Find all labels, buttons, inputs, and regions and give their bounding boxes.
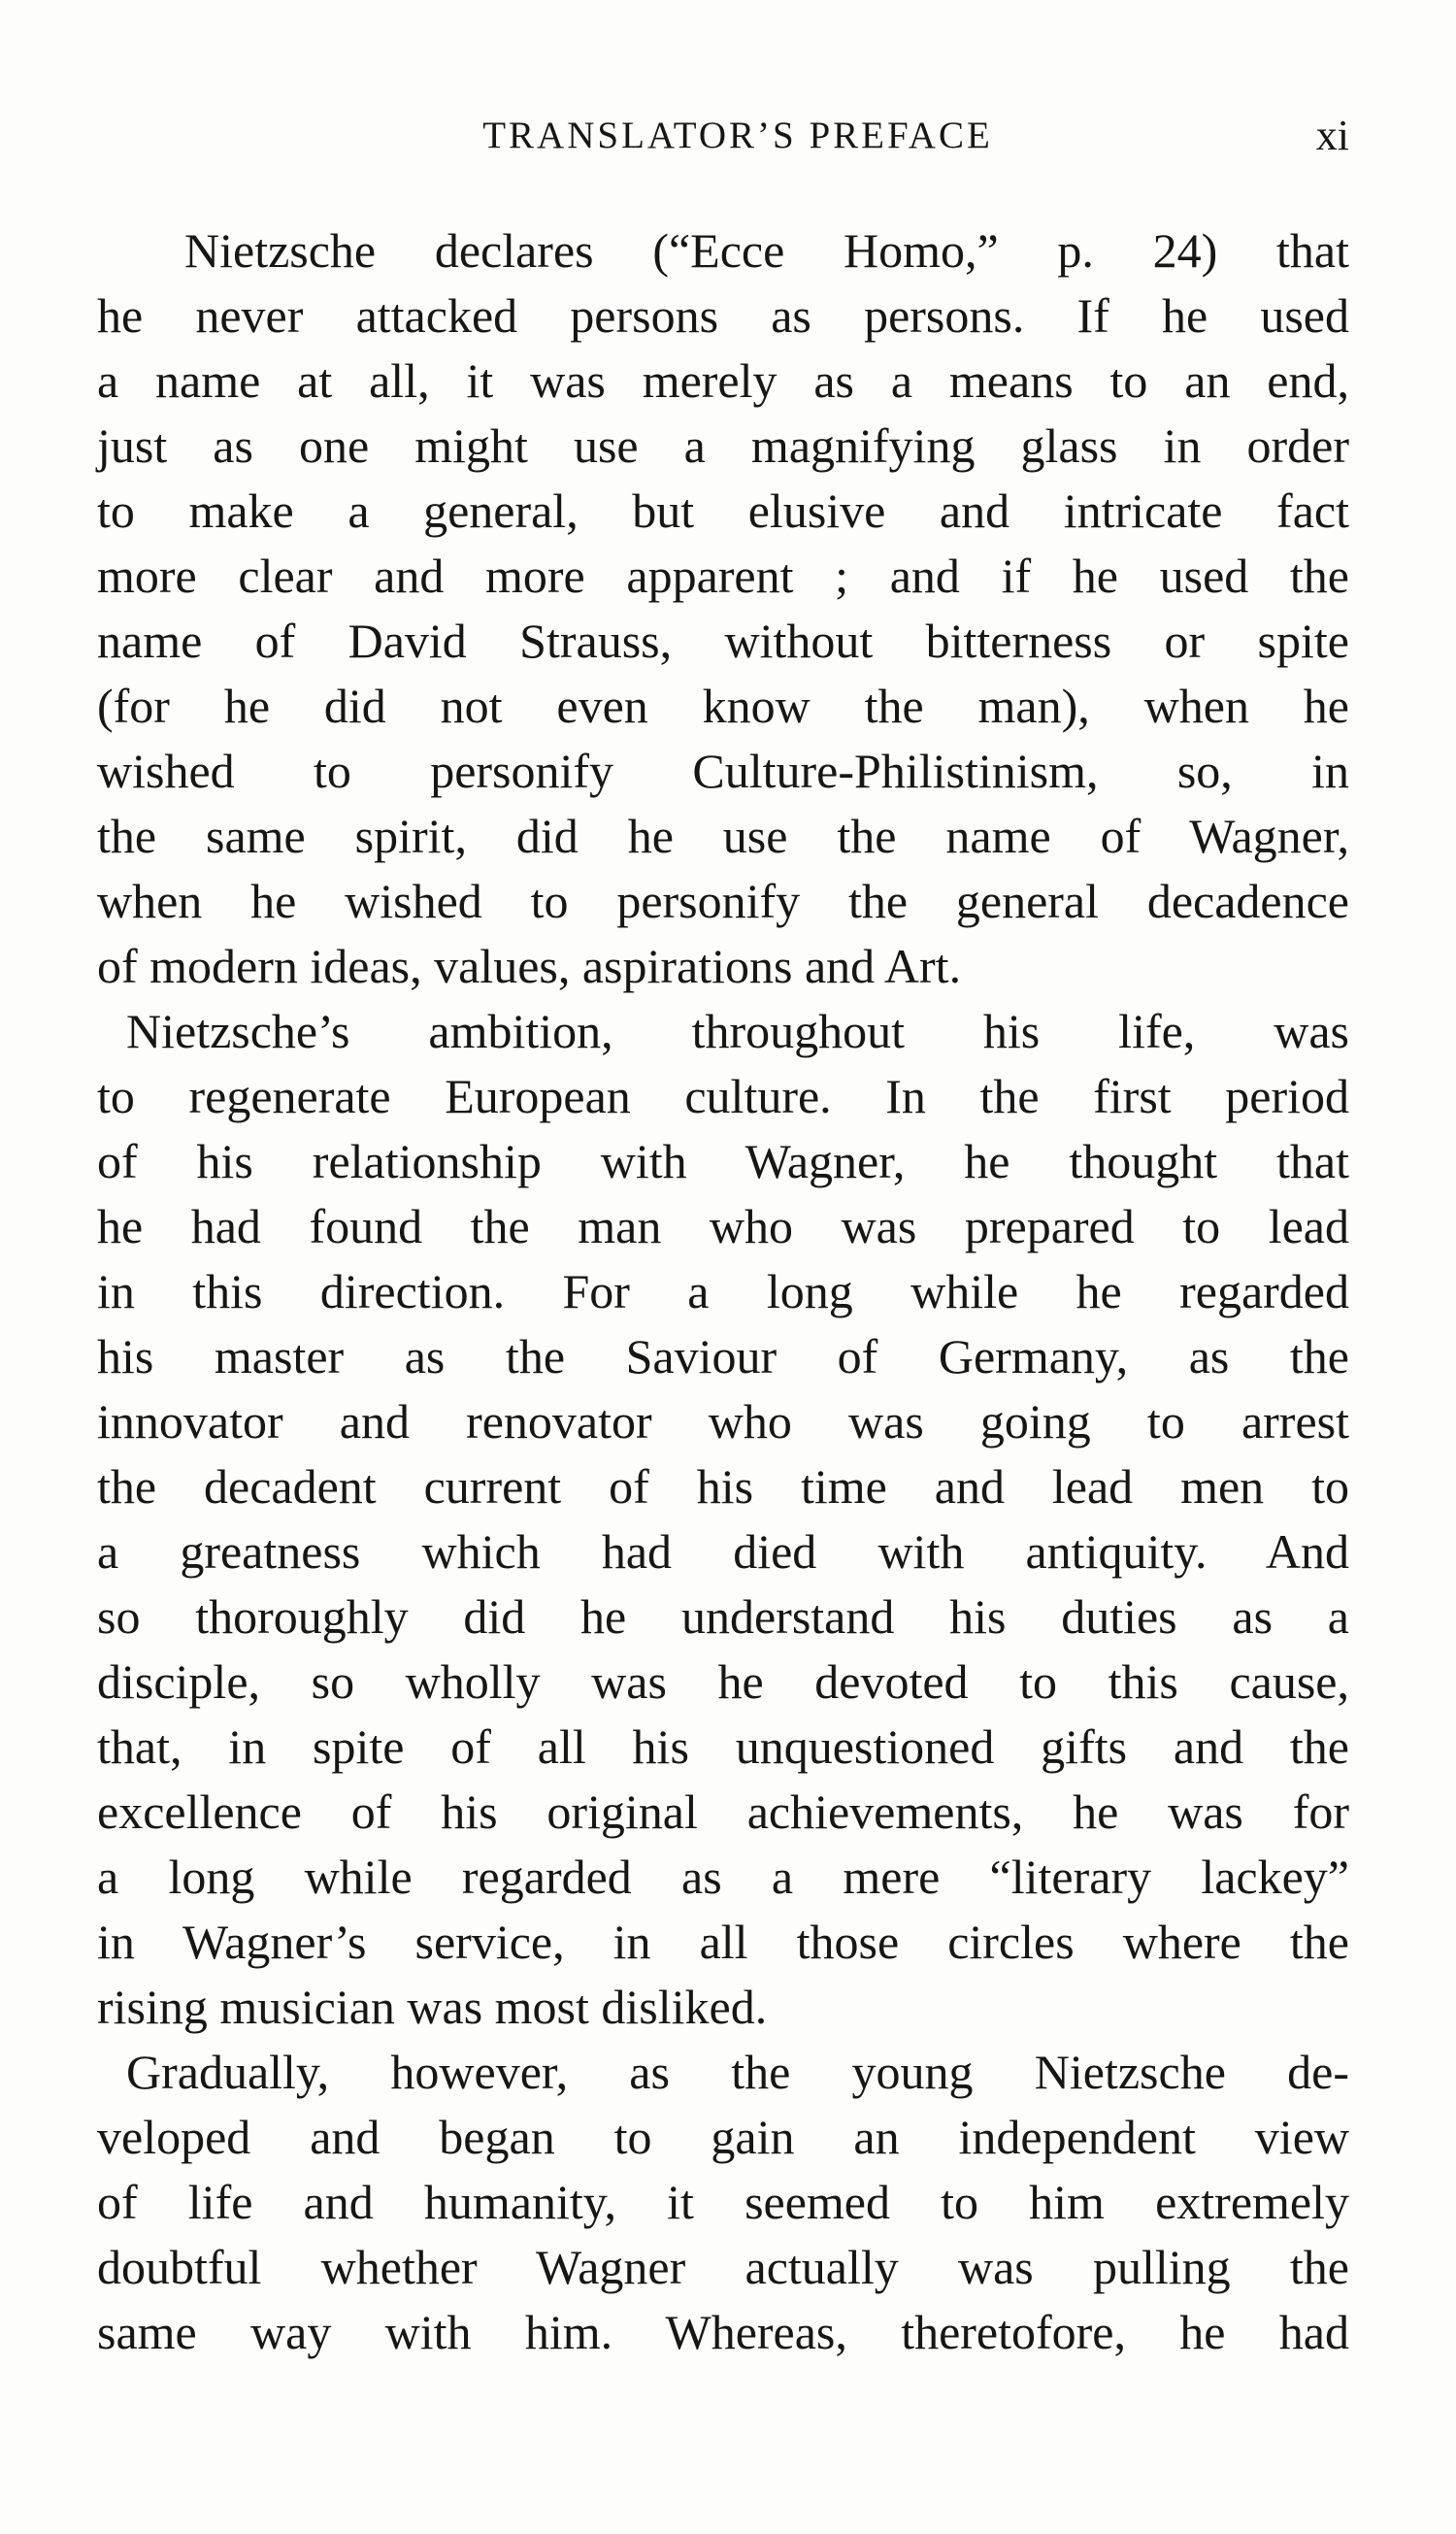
text-line: Nietzsche declares (“Ecce Homo,” p. 24) that	[184, 223, 1349, 278]
text-line: his master as the Saviour of Germany, as the	[97, 1329, 1349, 1384]
text-line: disciple, so wholly was he devoted to this cause,	[97, 1654, 1349, 1709]
text-line: so thoroughly did he understand his duties as a	[97, 1589, 1349, 1644]
body-text	[97, 218, 1349, 2365]
text-line: wished to personify Culture-Philistinism, so, in	[97, 744, 1349, 798]
text-line: excellence of his original achievements, he was for	[97, 1784, 1349, 1839]
text-line: to regenerate European culture. In the first period	[97, 1069, 1349, 1123]
text-line: in this direction. For a long while he regarded	[97, 1264, 1349, 1318]
text-line: he had found the man who was prepared to lead	[97, 1199, 1349, 1253]
text-line: in Wagner’s service, in all those circles where the	[97, 1915, 1349, 1969]
text-line: the same spirit, did he use the name of Wagner,	[97, 809, 1349, 863]
running-title: TRANSLATOR’S PREFACE	[482, 115, 993, 156]
text-line: veloped and began to gain an independent view	[97, 2110, 1349, 2164]
text-line: innovator and renovator who was going to arrest	[97, 1394, 1349, 1449]
text-line: more clear and more apparent ; and if he used the	[97, 549, 1349, 603]
text-line: a name at all, it was merely as a means to an end,	[97, 353, 1349, 408]
text-line: Nietzsche’s ambition, throughout his life, was	[126, 1004, 1349, 1058]
text-line: the decadent current of his time and lead men to	[97, 1459, 1349, 1514]
text-line: (for he did not even know the man), when he	[97, 679, 1349, 733]
text-line: doubtful whether Wagner actually was pulling the	[97, 2240, 1349, 2294]
text-line: a greatness which had died with antiquity. And	[97, 1524, 1349, 1579]
text-line: that, in spite of all his unquestioned gifts and the	[97, 1719, 1349, 1774]
text-line: he never attacked persons as persons. If he used	[97, 288, 1349, 343]
text-line: name of David Strauss, without bitterness or spite	[97, 614, 1349, 668]
text-line: to make a general, but elusive and intricate fact	[97, 483, 1349, 538]
text-line: a long while regarded as a mere “literary lackey”	[97, 1850, 1349, 1904]
text-line: rising musician was most disliked.	[97, 1980, 768, 2034]
page-number: xi	[1315, 112, 1349, 159]
text-line: of his relationship with Wagner, he thought that	[97, 1134, 1349, 1188]
text-line: of modern ideas, values, aspirations and Art.	[97, 939, 962, 993]
text-line: just as one might use a magnifying glass in order	[97, 418, 1349, 473]
running-head	[97, 107, 1349, 165]
text-line: Gradually, however, as the young Nietzsche de-	[126, 2045, 1349, 2099]
text-line: when he wished to personify the general decadence	[97, 874, 1349, 928]
text-line: same way with him. Whereas, theretofore, he had	[97, 2305, 1349, 2359]
text-line: of life and humanity, it seemed to him extremely	[97, 2175, 1349, 2229]
